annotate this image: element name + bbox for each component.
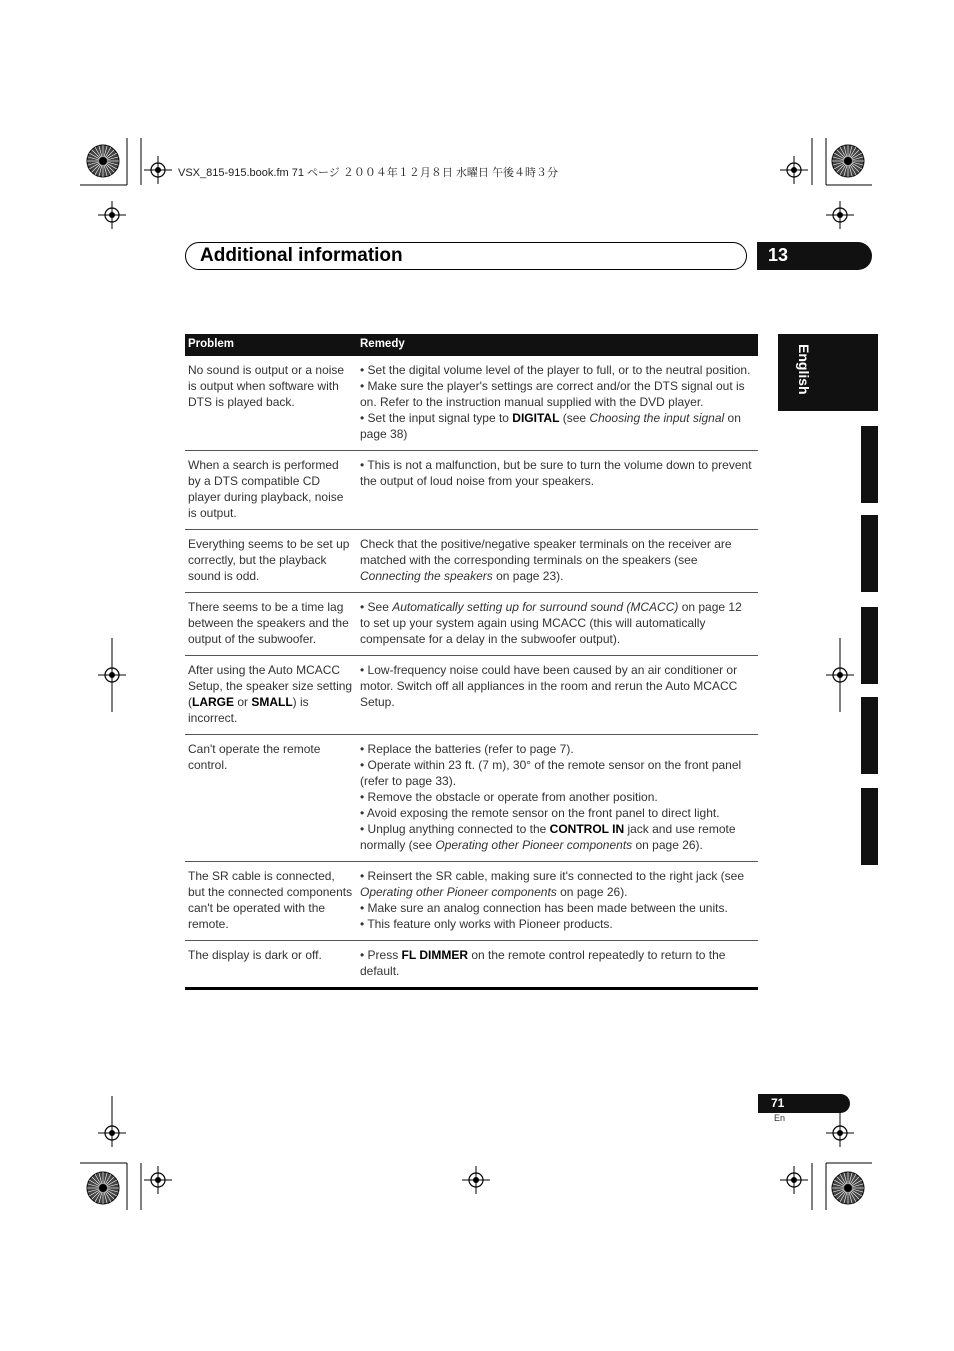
- remedy-line: [360, 805, 755, 821]
- page-language: En: [774, 1113, 786, 1123]
- text-run: • Avoid exposing the remote sensor on the front panel to direct light.: [360, 806, 720, 820]
- remedy-cell: [357, 941, 758, 989]
- page-number: 71: [771, 1096, 785, 1110]
- wheel-center: [844, 1184, 852, 1192]
- remedy-line: [360, 821, 755, 853]
- side-tab: [861, 788, 878, 865]
- text-run: jack and use remote normally (see: [360, 822, 736, 852]
- chapter-badge: [757, 242, 872, 270]
- remedy-line: [360, 789, 755, 805]
- remedy-line: [360, 947, 755, 979]
- remedy-line: [360, 741, 755, 757]
- table-row: [185, 530, 758, 593]
- section-title-bar: [185, 242, 747, 270]
- table-row: [185, 356, 758, 451]
- problem-cell: [185, 656, 357, 735]
- table-row: [185, 735, 758, 862]
- text-run: After using the Auto MCACC Setup, the speaker size setting (: [188, 663, 353, 709]
- language-tab: [778, 334, 878, 411]
- text-run: Choosing the input signal: [589, 411, 725, 425]
- problem-cell: The SR cable is connected, but the connected components can't be operated with the remote.: [185, 862, 357, 941]
- text-run: or: [234, 695, 252, 709]
- remedy-line: [360, 868, 755, 900]
- text-run: • Make sure the player's settings are correct and/or the DTS signal out is on. Refer to the instruction manual supplied with the DVD player.: [360, 379, 745, 409]
- text-run: • Remove the obstacle or operate from another position.: [360, 790, 658, 804]
- side-tab: [861, 515, 878, 592]
- text-run: • Set the digital volume level of the player to full, or to the neutral position.: [360, 363, 751, 377]
- text-run: on page 38): [360, 411, 741, 441]
- table-header-row: [185, 334, 758, 356]
- text-run: • Make sure an analog connection has been made between the units.: [360, 901, 728, 915]
- remedy-line: [360, 457, 755, 489]
- text-run: Connecting the speakers: [360, 569, 493, 583]
- chapter-number: 13: [768, 245, 789, 265]
- problem-cell: Can't operate the remote control.: [185, 735, 357, 862]
- text-run: Check that the positive/negative speaker terminals on the receiver are matched with the corresponding terminals on the speakers (see: [360, 537, 732, 567]
- remedy-line: [360, 662, 755, 710]
- text-run: • See: [360, 600, 393, 614]
- remedy-line: [360, 916, 755, 932]
- text-run: • This is not a malfunction, but be sure to turn the volume down to prevent the output of loud noise from your speakers.: [360, 458, 752, 488]
- text-run: • Unplug anything connected to the: [360, 822, 550, 836]
- problem-cell: No sound is output or a noise is output when software with DTS is played back.: [185, 356, 357, 451]
- table-row: [185, 656, 758, 735]
- text-run: • Reinsert the SR cable, making sure it's connected to the right jack (see: [360, 869, 745, 883]
- text-run: on the remote control repeatedly to return to the default.: [360, 948, 726, 978]
- remedy-line: [360, 362, 755, 378]
- table-row: [185, 862, 758, 941]
- wheel-center: [99, 1184, 107, 1192]
- text-run: on page 26).: [556, 885, 628, 899]
- problem-column-header: Problem: [185, 334, 357, 356]
- remedy-cell: [357, 451, 758, 530]
- text-run: CONTROL IN: [549, 822, 625, 836]
- text-run: • Set the input signal type to: [360, 411, 513, 425]
- text-run: • Operate within 23 ft. (7 m), 30° of the remote sensor on the front panel (refer to page 33).: [360, 758, 742, 788]
- remedy-column-header: Remedy: [357, 334, 758, 356]
- table-row: [185, 593, 758, 656]
- remedy-line: [360, 757, 755, 789]
- remedy-line: [360, 900, 755, 916]
- problem-cell: The display is dark or off.: [185, 941, 357, 989]
- table-row: [185, 451, 758, 530]
- text-run: LARGE: [192, 695, 234, 709]
- text-run: (see: [559, 411, 590, 425]
- side-tab: [861, 697, 878, 774]
- problem-cell: Everything seems to be set up correctly, but the playback sound is odd.: [185, 530, 357, 593]
- remedy-cell: [357, 593, 758, 656]
- text-run: on page 23).: [492, 569, 564, 583]
- text-run: Automatically setting up for surround sound (MCACC): [392, 600, 679, 614]
- text-run: • Press: [360, 948, 402, 962]
- remedy-line: [360, 599, 755, 647]
- text-run: SMALL: [251, 695, 293, 709]
- text-run: • Replace the batteries (refer to page 7).: [360, 742, 574, 756]
- remedy-line: [360, 378, 755, 410]
- remedy-line: [360, 410, 755, 442]
- text-run: FL DIMMER: [401, 948, 468, 962]
- problem-cell: When a search is performed by a DTS compatible CD player during playback, noise is output.: [185, 451, 357, 530]
- text-run: • Low-frequency noise could have been caused by an air conditioner or motor. Switch off all appliances in the room and rerun the Auto MCACC Setup.: [360, 663, 738, 709]
- remedy-line: [360, 536, 755, 584]
- side-tab: [861, 607, 878, 684]
- text-run: Operating other Pioneer components: [435, 838, 633, 852]
- file-header: VSX_815-915.book.fm 71 ページ ２００４年１２月８日 水曜日 午後４時３分: [178, 167, 558, 179]
- text-run: on page 26).: [632, 838, 703, 852]
- section-title: Additional information: [200, 245, 403, 266]
- text-run: on page 12 to set up your system again using MCACC (this will automatically compensate for a delay in the subwoofer output).: [360, 600, 742, 646]
- troubleshooting-table: [185, 334, 758, 990]
- table-row: [185, 941, 758, 989]
- remedy-cell: [357, 530, 758, 593]
- remedy-cell: [357, 862, 758, 941]
- remedy-cell: [357, 356, 758, 451]
- side-tab: [861, 426, 878, 503]
- table-body: [185, 356, 758, 989]
- remedy-cell: [357, 735, 758, 862]
- wheel-center: [844, 157, 852, 165]
- text-run: ) is incorrect.: [188, 695, 309, 725]
- wheel-center: [99, 157, 107, 165]
- text-run: • This feature only works with Pioneer products.: [360, 917, 613, 931]
- text-run: Operating other Pioneer components: [360, 885, 557, 899]
- remedy-cell: [357, 656, 758, 735]
- language-label: English: [796, 344, 812, 395]
- text-run: DIGITAL: [512, 411, 560, 425]
- problem-cell: There seems to be a time lag between the speakers and the output of the subwoofer.: [185, 593, 357, 656]
- page-number-badge: [758, 1094, 850, 1113]
